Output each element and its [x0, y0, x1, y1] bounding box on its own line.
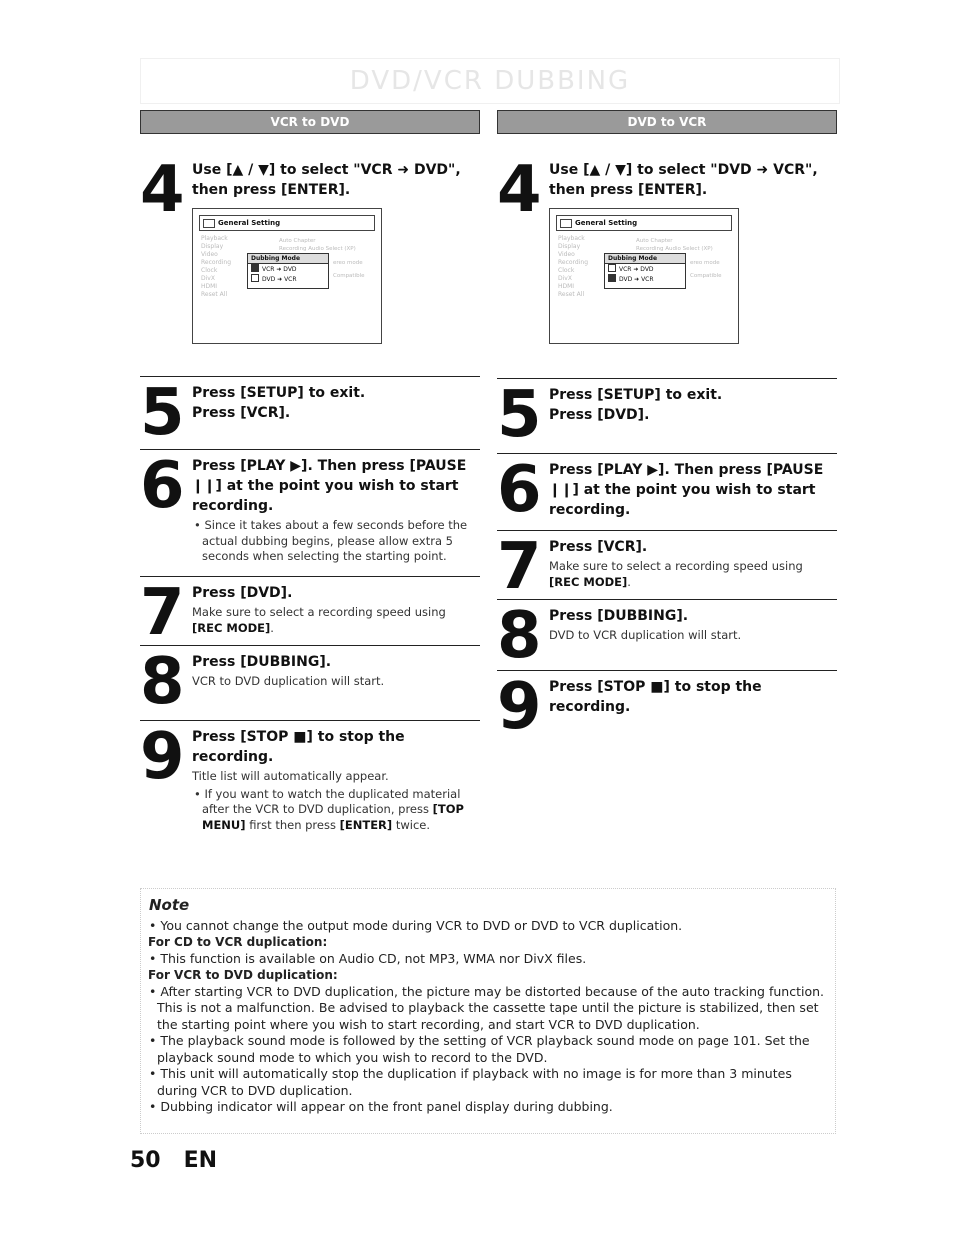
- note-title: Note: [149, 896, 190, 914]
- checkbox-checked-icon: [608, 274, 616, 282]
- screen-menu: Playback Display Video Recording Clock DivX HDMI Reset All: [201, 235, 232, 298]
- screen-submenu: Auto Chapter Recording Audio Select (XP) ereo mode Compatible: [279, 238, 365, 279]
- page-number: 50 EN: [130, 1148, 218, 1173]
- checkbox-checked-icon: [251, 264, 259, 272]
- note-box: [140, 888, 836, 1134]
- vcr-to-dvd-column: [140, 110, 480, 832]
- step-9: 9 Press [STOP ■] to stop the recording. Title list will automatically appear. • If you want to watch the duplicated material after the VCR to DVD duplication, press [TOP MENU] first then press [ENTER] twice.: [140, 720, 480, 827]
- section-band-vcr-to-dvd: VCR to DVD: [140, 110, 480, 134]
- step-number: 4: [140, 153, 185, 227]
- setup-screen-image: [192, 208, 382, 344]
- step-5: 5 Press [SETUP] to exit. Press [DVD].: [497, 378, 837, 453]
- note-subheading: For CD to VCR duplication:: [148, 935, 328, 949]
- setup-screen-image: General Setting Playback Display Video Recording Clock DivX HDMI Reset All Auto Chapter Recording Audio Select (XP) ereo mode Compatible Dubbing Mode VCR ➜ DVD DVD ➜ VCR: [549, 208, 739, 344]
- dubbing-mode-popup: Dubbing Mode VCR ➜ DVD DVD ➜ VCR: [247, 253, 329, 289]
- checkbox-empty-icon: [608, 264, 616, 272]
- step-heading: Use [▲ / ▼] to select "VCR ➜ DVD", then press [ENTER].: [192, 162, 461, 198]
- step-9: 9 Press [STOP ■] to stop the recording.: [497, 670, 837, 747]
- section-band-dvd-to-vcr: DVD to VCR: [497, 110, 837, 134]
- setup-icon: [560, 219, 572, 228]
- step-7: 7 Press [VCR]. Make sure to select a recording speed using [REC MODE].: [497, 530, 837, 599]
- note-item: • This function is available on Audio CD, not MP3, WMA nor DivX files.: [149, 950, 587, 966]
- note-item: • The playback sound mode is followed by the setting of VCR playback sound mode on page 101. Set the playback sound mode to which you wish to record to the DVD.: [149, 1033, 810, 1065]
- checkbox-empty-icon: [251, 274, 259, 282]
- step-7: 7 Press [DVD]. Make sure to select a recording speed using [REC MODE].: [140, 576, 480, 645]
- dubbing-mode-popup: Dubbing Mode VCR ➜ DVD DVD ➜ VCR: [604, 253, 686, 289]
- step-4: 4 Use [▲ / ▼] to select "DVD ➜ VCR", then press [ENTER]. General Setting Playback Display Video Recording Clock DivX HDMI Reset All Auto Chapter Recording Audio Select (XP) ereo mode Compatible Dubbing Mode VCR ➜ DVD DVD ➜ VCR: [497, 160, 837, 378]
- screen-title-bar: General Setting: [199, 215, 375, 231]
- step-8: 8 Press [DUBBING]. VCR to DVD duplication will start.: [140, 645, 480, 720]
- note-item: • You cannot change the output mode during VCR to DVD or DVD to VCR duplication.: [149, 917, 683, 933]
- note-item: • Dubbing indicator will appear on the front panel display during dubbing.: [149, 1099, 613, 1114]
- step-8: 8 Press [DUBBING]. DVD to VCR duplication will start.: [497, 599, 837, 670]
- note-subheading: For VCR to DVD duplication:: [148, 968, 338, 982]
- page-title: DVD/VCR DUBBING: [140, 58, 840, 104]
- step-6: 6 Press [PLAY ▶]. Then press [PAUSE ❙❙] at the point you wish to start recording.: [497, 453, 837, 530]
- dvd-to-vcr-column: [497, 110, 837, 747]
- step-6: 6 Press [PLAY ▶]. Then press [PAUSE ❙❙] at the point you wish to start recording. • Since it takes about a few seconds before the actual dubbing begins, please allow extra 5 seconds when selecting the starting point.: [140, 449, 480, 576]
- setup-icon: [203, 219, 215, 228]
- step-4: [140, 153, 480, 376]
- step-5: 5 Press [SETUP] to exit. Press [VCR].: [140, 376, 480, 449]
- note-item: • After starting VCR to DVD duplication, the picture may be distorted because of the auto tracking function. This is not a malfunction. Be advised to playback the cassette tape until the picture is stabilized, then set the starting point where you wish to start recording, and start VCR to DVD duplication.: [149, 983, 824, 1032]
- note-item: • This unit will automatically stop the duplication if playback with no image is for more than 3 minutes during VCR to DVD duplication.: [149, 1066, 792, 1098]
